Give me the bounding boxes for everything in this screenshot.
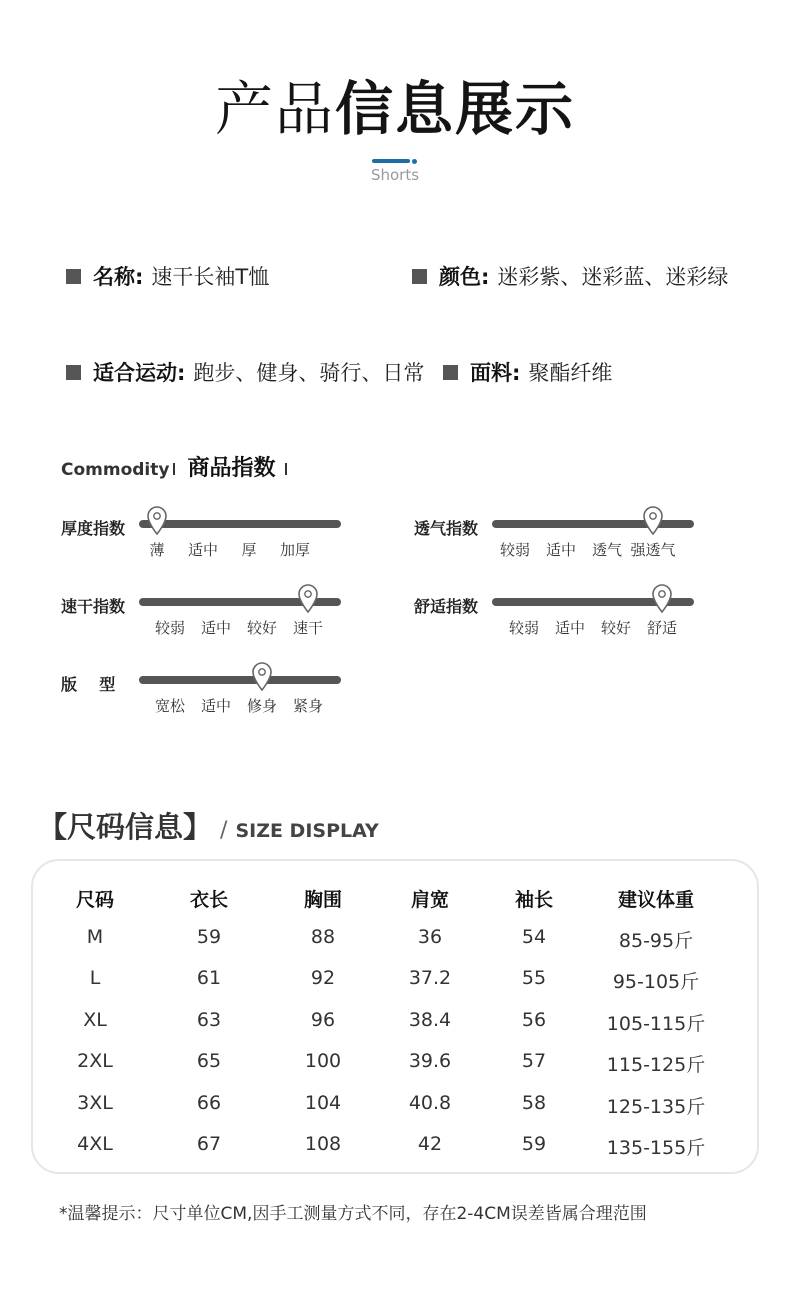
size-title-en: SIZE DISPLAY: [235, 820, 379, 842]
index-scale-label: 修身: [246, 697, 278, 715]
table-cell: 88: [310, 926, 336, 948]
table-cell: 100: [304, 1050, 342, 1072]
table-cell: L: [89, 967, 101, 989]
index-scale-label: 厚: [241, 541, 257, 559]
slash-separator: /: [220, 818, 228, 843]
table-cell: 115-125斤: [606, 1054, 706, 1076]
index-scale-label: 较弱: [499, 541, 531, 559]
index-scale-label: 强透气: [630, 541, 676, 559]
table-cell: 135-155斤: [606, 1137, 706, 1159]
index-scale-label: 透气: [591, 541, 623, 559]
table-cell: 92: [310, 967, 336, 989]
title-light: 产品: [214, 75, 335, 143]
index-scale-label: 较弱: [508, 619, 540, 637]
table-cell: M: [86, 926, 104, 948]
info-value: 迷彩紫、迷彩蓝、迷彩绿: [497, 265, 729, 289]
table-cell: 58: [521, 1092, 547, 1114]
table-cell: 61: [196, 967, 222, 989]
table-cell: 85-95斤: [618, 930, 694, 952]
index-scale-label: 较好: [600, 619, 632, 637]
index-label: 舒适指数: [414, 597, 479, 616]
table-cell: 40.8: [408, 1092, 452, 1114]
size-title-zh: 【尺码信息】: [38, 810, 213, 844]
index-scale-label: 速干: [292, 619, 324, 637]
index-scale-label: 舒适: [646, 619, 678, 637]
title-bold: 信息展示: [335, 75, 576, 143]
commodity-zh: 商品指数: [187, 456, 276, 481]
table-cell: 3XL: [77, 1092, 113, 1114]
table-cell: 125-135斤: [606, 1096, 706, 1118]
index-scale-label: 加厚: [279, 541, 311, 559]
table-header-cell: 尺码: [75, 889, 115, 911]
table-cell: 37.2: [408, 967, 452, 989]
table-cell: 36: [417, 926, 443, 948]
info-value: 聚酯纤维: [528, 361, 613, 385]
index-label: 透气指数: [414, 519, 479, 538]
table-cell: 39.6: [408, 1050, 452, 1072]
table-cell: 63: [196, 1009, 222, 1031]
table-cell: 4XL: [77, 1133, 113, 1155]
index-scale-label: 适中: [200, 619, 232, 637]
table-cell: 55: [521, 967, 547, 989]
page-subtitle: Shorts: [370, 166, 420, 184]
table-cell: 104: [304, 1092, 342, 1114]
table-header-cell: 胸围: [303, 889, 343, 911]
index-scale-label: 适中: [187, 541, 219, 559]
table-cell: 65: [196, 1050, 222, 1072]
table-cell: 108: [304, 1133, 342, 1155]
table-cell: 59: [521, 1133, 547, 1155]
table-cell: 38.4: [408, 1009, 452, 1031]
table-cell: 54: [521, 926, 547, 948]
info-key: 面料:: [470, 361, 521, 385]
table-cell: 56: [521, 1009, 547, 1031]
table-cell: 57: [521, 1050, 547, 1072]
table-header-cell: 袖长: [514, 889, 554, 911]
table-cell: 67: [196, 1133, 222, 1155]
info-value: 跑步、健身、骑行、日常: [193, 361, 425, 385]
table-header-cell: 建议体重: [617, 889, 695, 911]
table-cell: 66: [196, 1092, 222, 1114]
info-value: 速干长袖T恤: [151, 265, 270, 289]
info-key: 颜色:: [439, 265, 490, 289]
table-cell: 42: [417, 1133, 443, 1155]
index-scale-label: 适中: [200, 697, 232, 715]
size-note: *温馨提示：尺寸单位CM,因手工测量方式不同，存在2-4CM误差皆属合理范围: [59, 1204, 647, 1224]
index-label: 版 型: [61, 675, 116, 694]
table-cell: 96: [310, 1009, 336, 1031]
index-scale-label: 较好: [246, 619, 278, 637]
info-key: 名称:: [93, 265, 144, 289]
index-scale-label: 适中: [545, 541, 577, 559]
index-scale-label: 较弱: [154, 619, 186, 637]
commodity-en: Commodity: [61, 460, 170, 480]
table-cell: 105-115斤: [606, 1013, 706, 1035]
table-cell: 59: [196, 926, 222, 948]
table-cell: 95-105斤: [612, 971, 700, 993]
table-header-cell: 肩宽: [410, 889, 450, 911]
index-scale-label: 薄: [149, 541, 165, 559]
table-cell: XL: [83, 1009, 107, 1031]
index-scale-label: 紧身: [292, 697, 324, 715]
info-key: 适合运动:: [93, 361, 186, 385]
index-scale-label: 宽松: [154, 697, 186, 715]
index-label: 厚度指数: [61, 519, 126, 538]
index-scale-label: 适中: [554, 619, 586, 637]
index-label: 速干指数: [61, 597, 126, 616]
table-header-cell: 衣长: [189, 889, 229, 911]
table-cell: 2XL: [77, 1050, 113, 1072]
